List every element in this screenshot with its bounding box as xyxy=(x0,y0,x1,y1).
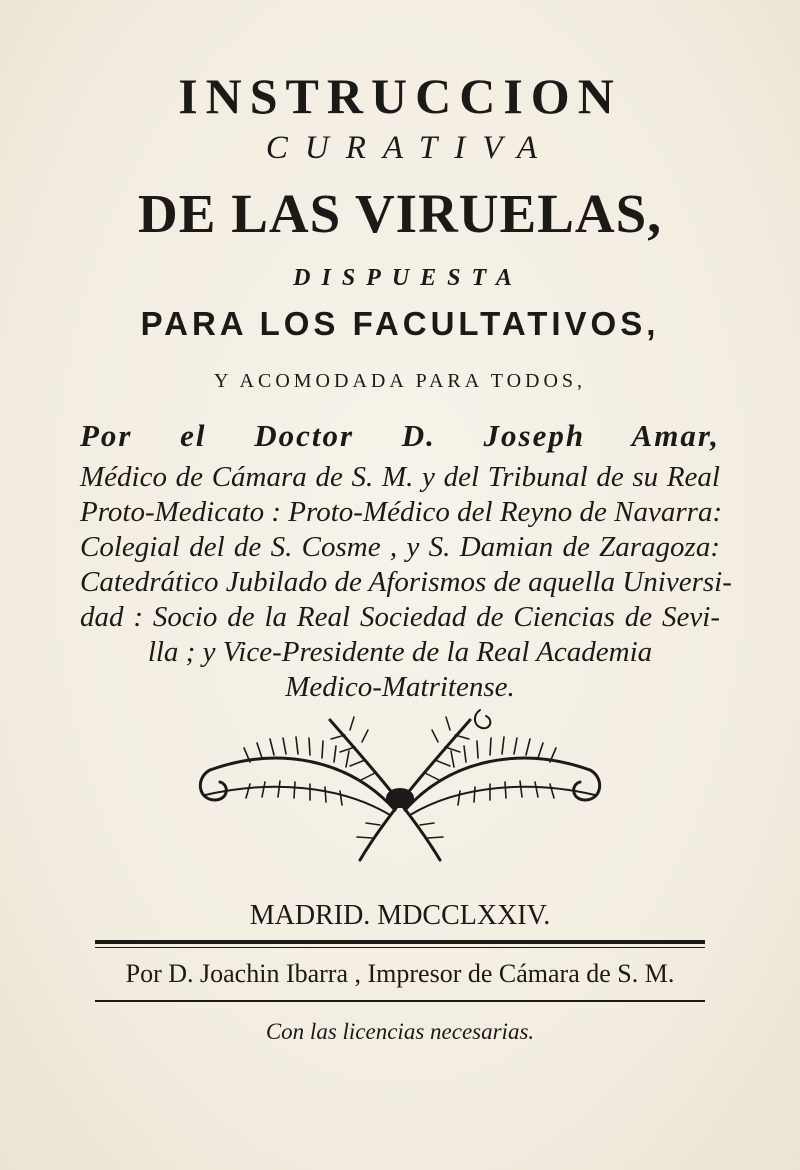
author-credential-line: lla ; y Vice-Presidente de la Real Academia xyxy=(147,636,653,668)
author-credential-line: Medico-Matritense. xyxy=(285,671,515,703)
author-credential-line: Colegial del de S. Cosme , y S. Damian de Zaragoza: xyxy=(80,531,720,563)
divider-thick xyxy=(95,940,705,944)
crossed-palm-branches-ornament xyxy=(190,700,610,870)
title-line-acomodada: Y ACOMODADA PARA TODOS, xyxy=(213,370,587,392)
author-credential-line: Proto-Medicato : Proto-Médico del Reyno de Navarra: xyxy=(80,496,723,528)
divider-thin xyxy=(95,947,705,948)
title-line-dispuesta: DISPUESTA xyxy=(293,265,523,291)
title-line-instruccion: INSTRUCCION xyxy=(178,68,622,124)
title-line-de-las-viruelas: DE LAS VIRUELAS, xyxy=(138,183,662,244)
divider-lower xyxy=(95,1000,705,1002)
license-line: Con las licencias necesarias. xyxy=(265,1019,535,1044)
author-block xyxy=(80,414,732,705)
author-credential-line: Catedrático Jubilado de Aforismos de aquella Universi- xyxy=(80,566,732,598)
author-credential-line: Médico de Cámara de S. M. y del Tribunal de su Real xyxy=(80,461,720,493)
printer-line: Por D. Joachin Ibarra , Impresor de Cámara de S. M. xyxy=(125,959,675,988)
author-name-line: Por el Doctor D. Joseph Amar, xyxy=(80,418,720,453)
title-line-curativa: CURATIVA xyxy=(265,130,555,166)
imprint-place-date: MADRID. MDCCLXXIV. xyxy=(249,900,551,931)
author-credential-line: dad : Socio de la Real Sociedad de Ciencias de Sevi- xyxy=(80,601,720,633)
title-line-para-los-facultativos: PARA LOS FACULTATIVOS, xyxy=(140,305,660,342)
